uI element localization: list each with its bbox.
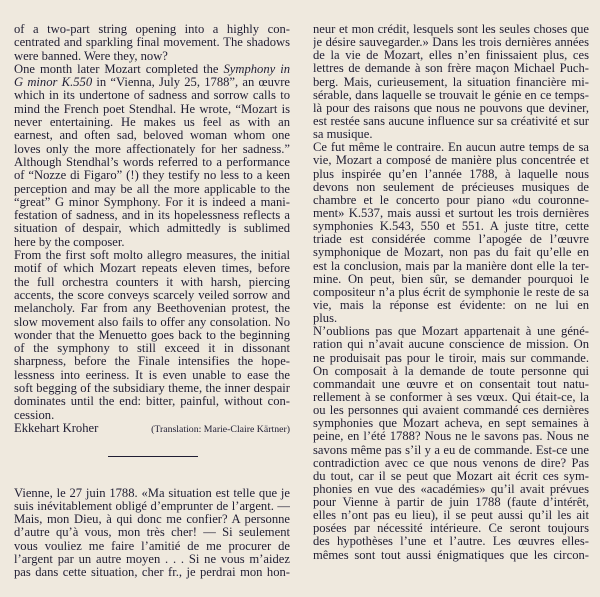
text-run: ne produisait pas pour le tiroir, mais sur commande.: [313, 351, 589, 365]
text-line: [313, 404, 589, 417]
text-run: motif of which Mozart repeats eleven times, before: [14, 262, 290, 276]
text-line: [313, 444, 589, 457]
text-line: [313, 378, 589, 391]
text-run: Mais, mon Dieu, à qui donc me confier? A personne: [14, 513, 290, 527]
text-run: là pour des raisons que nous ne pouvons que deviner,: [313, 101, 589, 115]
text-run: triade est considérée comme l’apogée de l’œuvre: [313, 233, 589, 247]
text-run: pour Vienne à partir de juin 1788 (faute d’intérêt,: [313, 496, 589, 510]
french-essay-text: [313, 23, 589, 562]
text-run: of the symphony to still exceed it in dissonant: [14, 342, 290, 356]
text-line: [14, 143, 290, 156]
text-run: pas dans cette situation, cher fr., je perdrai mon hon-: [14, 565, 290, 579]
text-line: [14, 196, 290, 209]
text-line: [14, 395, 290, 408]
english-essay-text: [14, 23, 290, 422]
text-run: symphonies que Mozart acheva, en sept semaines à: [313, 417, 589, 431]
text-run: lessness into eeriness. It is even unable to ease the: [14, 368, 290, 382]
text-line: [14, 553, 290, 566]
text-line: [14, 526, 290, 539]
text-run: ration qui n’avait aucune conscience de mission. On: [313, 338, 589, 352]
text-run: the full orchestra counters it with harsh, piercing: [14, 275, 290, 289]
text-line: [14, 342, 290, 355]
text-run: slow movement also fails to offer any consolation. No: [14, 315, 290, 329]
text-line: [313, 286, 589, 299]
text-run: elles n’ont pas eu lieu), il se peut aussi qu’il les ait: [313, 509, 589, 523]
text-run: l’argent par un autre moyen . . . Si ne vous m’aidez: [14, 552, 290, 566]
text-run: plus.: [313, 312, 338, 326]
text-run: symphonies K.543, 550 et 551. A juste titre, cette: [313, 220, 589, 234]
text-run: mêmes sont tout aussi énigmatiques que les circon-: [313, 548, 589, 562]
text-line: [313, 154, 589, 167]
text-run: Vienne, le 27 juin 1788. «Ma situation est telle que je: [14, 487, 290, 500]
text-run: suis inévitablement obligé d’emprunter de l’argent. —: [14, 500, 290, 514]
text-run: chambre et le concerto pour piano «du couronne-: [313, 193, 589, 207]
text-line: [14, 129, 290, 142]
text-line: [313, 430, 589, 443]
text-line: [313, 220, 589, 233]
text-line: [313, 141, 589, 154]
text-line: [313, 483, 589, 496]
text-run: contradiction avec ce que nous venons de dire? Pas: [313, 456, 589, 470]
text-line: [14, 76, 290, 89]
text-line: [14, 289, 290, 302]
text-line: [313, 549, 589, 562]
french-essay-column-right: [313, 23, 589, 562]
text-run: ou les personnes qui avaient commandé ces dernières: [313, 404, 589, 418]
text-run: One month later Mozart completed the: [14, 62, 224, 76]
text-run: of “Nozze di Figaro” (!) they testify no less to a keen: [14, 169, 290, 183]
french-essay-text: [14, 487, 290, 579]
text-run: devons non seulement de précieuses musiques de: [313, 180, 589, 194]
text-run: festation of sadness, and in its hopelessness reflects a: [14, 209, 290, 223]
english-essay-column: [14, 23, 290, 436]
text-line: [14, 23, 290, 36]
text-line: [14, 209, 290, 222]
text-line: [313, 522, 589, 535]
text-line: [14, 302, 290, 315]
text-run: vie, Mozart a composé de manière plus concentrée et: [313, 154, 589, 168]
text-run: lettres de demande à son frère maçon Michael Puch-: [313, 62, 589, 76]
text-line: [14, 103, 290, 116]
text-run: phonies en vue des «académies» qu’il avait prévues: [313, 482, 589, 496]
text-run: neur et mon crédit, lesquels sont les seules choses que: [313, 23, 589, 36]
text-run: ment» K.537, mais aussi et surtout les trois dernières: [313, 206, 589, 220]
author-name: Ekkehart Kroher: [14, 420, 99, 435]
text-line: [14, 276, 290, 289]
text-run: wonder that the Menuetto goes back to the beginning: [14, 328, 290, 342]
signature-line: [14, 422, 290, 436]
text-run: sa musique.: [313, 128, 373, 142]
text-run: earnest, and often sad, beloved woman whom one: [14, 129, 290, 143]
text-line: [313, 365, 589, 378]
text-run: berg. Mais, curieusement, la situation financière mi-: [313, 75, 589, 89]
text-run: Although Stendhal’s words referred to a performance: [14, 155, 290, 169]
text-line: [14, 249, 290, 262]
text-run: cession.: [14, 408, 55, 422]
text-run: here by the composer.: [14, 235, 125, 249]
text-line: [313, 36, 589, 49]
text-line: [14, 183, 290, 196]
text-line: [14, 487, 290, 500]
text-line: [14, 116, 290, 129]
text-line: [14, 262, 290, 275]
text-line: [14, 355, 290, 368]
text-line: [313, 246, 589, 259]
text-line: [313, 62, 589, 75]
text-run: est restée sans aucune influence sur sa créativité et sur: [313, 114, 589, 128]
text-run: never entertaining. He makes us feel as with an: [14, 116, 290, 130]
text-line: [14, 50, 290, 63]
text-run: On composait à la demande de toute personne qui: [313, 364, 589, 378]
translation-credit: (Translation: Marie-Claire Kärtner): [151, 423, 290, 435]
italic-title: G minor K.550: [14, 76, 93, 90]
text-run: du tout, car il se peut que Mozart ait écrit ces sym-: [313, 469, 589, 483]
text-run: sharpness, before the Finale intensifies the hope-: [14, 355, 290, 369]
text-line: [14, 369, 290, 382]
text-line: [14, 540, 290, 553]
text-line: [313, 312, 589, 325]
text-line: [313, 89, 589, 102]
text-run: sérable, dans laquelle se trouvait le génie en ce temps-: [313, 88, 589, 102]
text-run: symphonique de Mozart, non pas du fait qu’elle en: [313, 246, 589, 260]
text-run: of a two-part string opening into a highly con-: [14, 23, 290, 36]
text-line: [313, 233, 589, 246]
text-run: je désire sauvegarder.» Dans les trois dernières années: [313, 36, 589, 50]
text-run: accents, the score conveys scarcely veiled sorrow and: [14, 288, 290, 302]
text-line: [313, 352, 589, 365]
text-line: [14, 316, 290, 329]
text-run: Ce fut même le contraire. En aucun autre temps de sa: [313, 141, 589, 155]
text-line: [313, 181, 589, 194]
text-run: N’oublions pas que Mozart appartenait à une géné-: [313, 325, 589, 339]
text-run: which in its undertone of sadness and sorrow calls to: [14, 89, 290, 103]
text-run: commandait une œuvre et on consentait tout natu-: [313, 377, 589, 391]
text-line: [313, 49, 589, 62]
text-run: posées par nécessité intérieure. Ce seront toujours: [313, 522, 589, 536]
text-run: compositeur n’a plus écrit de symphonie le reste de sa: [313, 285, 589, 299]
text-run: perception and may be all the more applicable to the: [14, 182, 290, 196]
text-line: [313, 102, 589, 115]
text-run: were banned. Were they, now?: [14, 49, 168, 63]
text-run: de la vie de Mozart, elles n’en finissaient plus, ces: [313, 49, 589, 63]
text-line: [14, 222, 290, 235]
text-line: [313, 417, 589, 430]
text-line: [313, 128, 589, 141]
text-run: vie, mais la réponse est évidente: on ne lui en: [313, 298, 589, 312]
text-run: mind the French poet Stendhal. He wrote, “Mozart is: [14, 102, 290, 116]
text-run: peine, en l’été 1788? Nous ne le savons pas. Nous ne: [313, 430, 589, 444]
text-line: [14, 63, 290, 76]
text-line: [14, 89, 290, 102]
text-run: mine. On peut, bien sûr, se demander pourquoi le: [313, 272, 589, 286]
text-line: [313, 260, 589, 273]
text-run: centrated and sparkling final movement. The shadows: [14, 36, 290, 50]
text-line: [313, 23, 589, 36]
text-run: vous vouliez me faire l’amitié de me procurer de: [14, 539, 290, 553]
text-line: [14, 156, 290, 169]
text-line: [313, 168, 589, 181]
text-line: [313, 391, 589, 404]
text-line: [313, 338, 589, 351]
text-line: [313, 470, 589, 483]
text-run: plus inspirée qu’en l’année 1788, à laquelle nous: [313, 167, 589, 181]
text-line: [14, 36, 290, 49]
text-run: loves only the more affectionately for her sadness.”: [14, 142, 290, 156]
text-run: rellement à se conformer à ses vœux. Qui était-ce, la: [313, 390, 589, 404]
text-line: [14, 382, 290, 395]
text-line: [313, 273, 589, 286]
text-run: dominates until the end: bitter, painful, without con-: [14, 395, 290, 409]
italic-title: Symphony in: [223, 62, 290, 76]
text-line: [14, 566, 290, 579]
text-line: [313, 535, 589, 548]
text-line: [313, 115, 589, 128]
text-run: melancholy. Far from any Beethovenian protest, the: [14, 302, 290, 316]
text-line: [14, 513, 290, 526]
text-line: [14, 409, 290, 422]
text-run: situation of despair, which admittedly is sublimed: [14, 222, 290, 236]
french-essay-column-left: [14, 487, 290, 579]
text-line: [313, 76, 589, 89]
text-run: soft begging of the subsidiary theme, the inner despair: [14, 382, 290, 396]
text-line: [14, 329, 290, 342]
text-run: savons même pas s’il y a eu de commande. Est-ce une: [313, 443, 589, 457]
text-run: From the first soft molto allegro measures, the initial: [14, 249, 290, 263]
text-line: [14, 169, 290, 182]
text-line: [14, 236, 290, 249]
text-run: in “Vienna, July 25, 1788”, an œuvre: [92, 76, 290, 90]
text-line: [313, 325, 589, 338]
text-line: [313, 299, 589, 312]
text-line: [313, 194, 589, 207]
text-line: [313, 509, 589, 522]
text-line: [313, 457, 589, 470]
text-line: [313, 207, 589, 220]
text-run: “great” G minor Symphony. For it is indeed a mani-: [14, 195, 290, 209]
text-run: des hypothèses l’une et l’autre. Les œuvres elles-: [313, 535, 589, 549]
text-line: [14, 500, 290, 513]
text-run: d’autre qu’à vous, mon très cher! — Si seulement: [14, 526, 290, 540]
section-divider: [108, 456, 198, 457]
text-run: est la conclusion, mais par la manière dont elle la ter-: [313, 259, 589, 273]
text-line: [313, 496, 589, 509]
